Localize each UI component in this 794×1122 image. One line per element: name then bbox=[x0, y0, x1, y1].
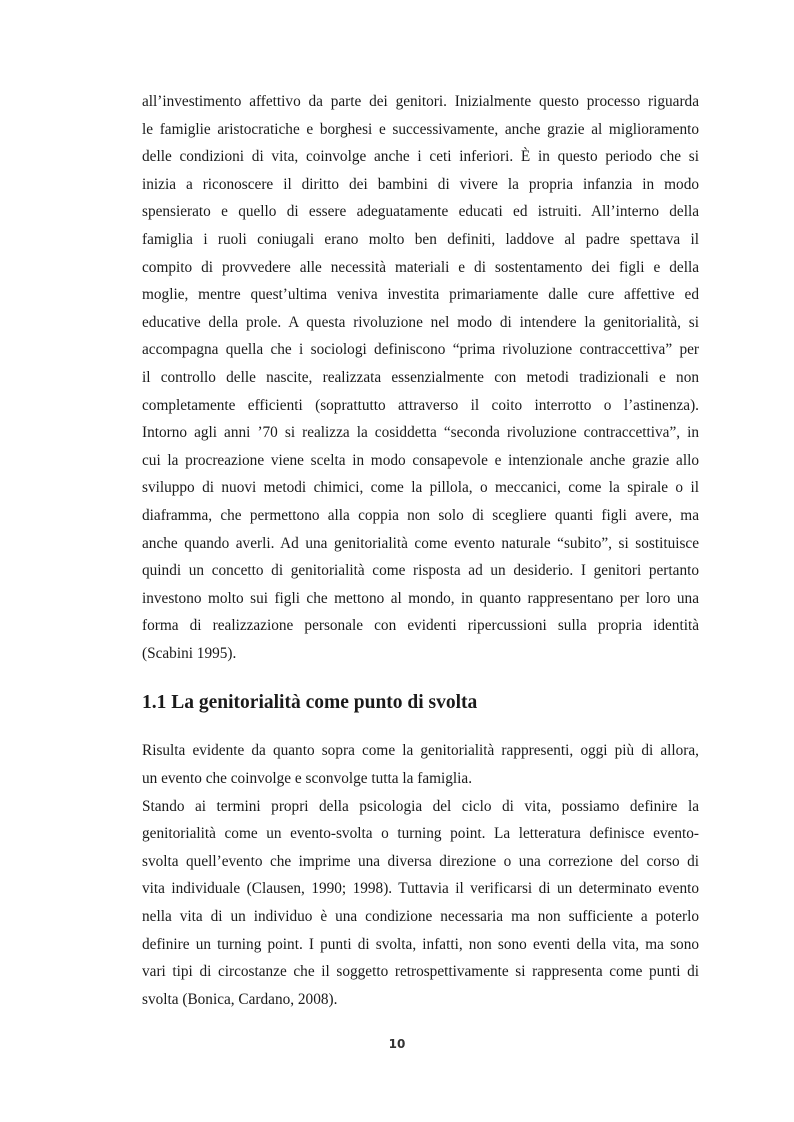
text-line: genitorialità come un evento-svolta o turning point. La letteratura definisce evento- bbox=[142, 825, 699, 843]
text-line: le famiglie aristocratiche e borghesi e successivamente, anche grazie al miglioramento bbox=[142, 120, 699, 138]
text-line: Risulta evidente da quanto sopra come la genitorialità rappresenti, oggi più di allora, bbox=[142, 742, 699, 760]
text-line: il controllo delle nascite, realizzata essenzialmente con metodi tradizionali e non bbox=[142, 368, 699, 386]
body-paragraph-3 bbox=[142, 793, 699, 1014]
text-line: definire un turning point. I punti di svolta, infatti, non sono eventi della vita, ma sono bbox=[142, 935, 699, 953]
text-line: delle condizioni di vita, coinvolge anche i ceti inferiori. È in questo periodo che si bbox=[142, 148, 699, 166]
text-line: diaframma, che permettono alla coppia non solo di scegliere quanti figli avere, ma bbox=[142, 506, 699, 524]
section-heading: 1.1 La genitorialità come punto di svolta bbox=[142, 692, 478, 714]
text-line: sviluppo di nuovi metodi chimici, come la pillola, o meccanici, come la spirale o il bbox=[142, 479, 699, 497]
text-line: un evento che coinvolge e sconvolge tutta la famiglia. bbox=[142, 770, 473, 788]
text-line: (Scabini 1995). bbox=[142, 644, 237, 662]
text-line: Stando ai termini propri della psicologia del ciclo di vita, possiamo definire la bbox=[142, 797, 699, 815]
text-line: nella vita di un individuo è una condizione necessaria ma non sufficiente a poterlo bbox=[142, 908, 699, 926]
text-line: vari tipi di circostanze che il soggetto retrospettivamente si rappresenta come punti di bbox=[142, 963, 699, 981]
text-line: accompagna quella che i sociologi definiscono “prima rivoluzione contraccettiva” per bbox=[142, 341, 699, 359]
text-line: svolta (Bonica, Cardano, 2008). bbox=[142, 990, 338, 1008]
page-number: 10 bbox=[388, 1037, 406, 1051]
body-paragraph-2 bbox=[142, 737, 699, 792]
text-line: anche quando averli. Ad una genitorialità come evento naturale “subito”, si sostituisce bbox=[142, 534, 699, 552]
document-page bbox=[142, 88, 699, 1013]
text-line: educative della prole. A questa rivoluzione nel modo di intendere la genitorialità, si bbox=[142, 313, 699, 331]
text-line: investono molto sui figli che mettono al mondo, in quanto rappresentano per loro una bbox=[142, 589, 699, 607]
text-line: spensierato e quello di essere adeguatamente educati ed istruiti. All’interno della bbox=[142, 203, 699, 221]
text-line: forma di realizzazione personale con evidenti ripercussioni sulla propria identità bbox=[142, 617, 699, 635]
text-line: svolta quell’evento che imprime una diversa direzione o una correzione del corso di bbox=[142, 852, 699, 870]
text-line: all’investimento affettivo da parte dei genitori. Inizialmente questo processo riguarda bbox=[142, 93, 699, 110]
text-line: cui la procreazione viene scelta in modo consapevole e intenzionale anche grazie allo bbox=[142, 451, 699, 469]
text-line: compito di provvedere alle necessità materiali e di sostentamento dei figli e della bbox=[142, 258, 699, 276]
text-line: quindi un concetto di genitorialità come risposta ad un desiderio. I genitori pertanto bbox=[142, 562, 699, 580]
text-line: moglie, mentre quest’ultima veniva investita primariamente dalle cure affettive ed bbox=[142, 286, 699, 304]
text-line: inizia a riconoscere il diritto dei bambini di vivere la propria infanzia in modo bbox=[142, 175, 699, 193]
text-line: completamente efficienti (soprattutto attraverso il coito interrotto o l’astinenza). bbox=[142, 396, 699, 414]
body-paragraph-1 bbox=[142, 88, 699, 667]
text-line: famiglia i ruoli coniugali erano molto ben definiti, laddove al padre spettava il bbox=[142, 230, 699, 248]
text-line: vita individuale (Clausen, 1990; 1998). Tuttavia il verificarsi di un determinato evento bbox=[142, 880, 699, 898]
text-line: Intorno agli anni ’70 si realizza la cosiddetta “seconda rivoluzione contraccettiva”, in bbox=[142, 424, 699, 442]
